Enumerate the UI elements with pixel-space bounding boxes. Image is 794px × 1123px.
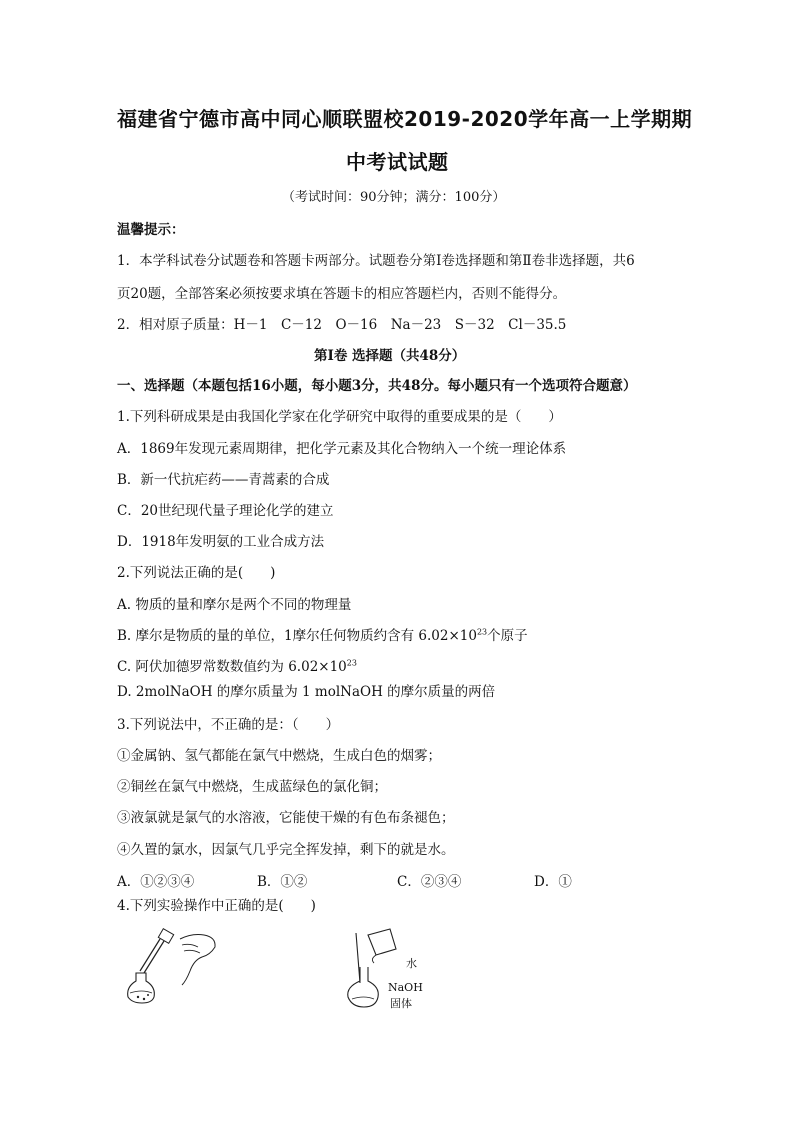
q3-statement-4: ④久置的氯水，因氯气几乎完全挥发掉，剩下的就是水。: [117, 842, 455, 858]
q3-option-b: B．①②: [257, 874, 308, 890]
q2-option-a: A. 物质的量和摩尔是两个不同的物理量: [117, 597, 352, 613]
q2-option-c-exponent: 23: [346, 658, 357, 668]
section-instructions: 一、选择题（本题包括16小题，每小题3分，共48分。每小题只有一个选项符合题意）: [117, 378, 637, 394]
tips-item1-line2: 页20题，全部答案必须按要求填在答题卡的相应答题栏内，否则不能得分。: [117, 286, 567, 302]
dropper-flask-figure: [120, 925, 220, 1005]
q2-option-b-text: B. 摩尔是物质的量的单位，1摩尔任何物质约含有 6.02×10: [117, 628, 477, 644]
q4-stem: 4.下列实验操作中正确的是( ): [117, 898, 316, 914]
q2-option-c: [117, 655, 357, 675]
figure-label-naoh: NaOH: [388, 981, 423, 994]
q3-statement-2: ②铜丝在氯气中燃烧，生成蓝绿色的氯化铜；: [117, 779, 387, 795]
q2-option-d: D. 2molNaOH 的摩尔质量为 1 molNaOH 的摩尔质量的两倍: [117, 684, 496, 700]
q3-stem: 3.下列说法中，不正确的是：（ ）: [117, 717, 340, 733]
page-title-line2: 中考试试题: [346, 150, 449, 174]
naoh-flask-figure: [340, 925, 423, 1010]
q1-stem: 1.下列科研成果是由我国化学家在化学研究中取得的重要成果的是（ ）: [117, 409, 562, 425]
q3-option-a: A．①②③④: [117, 874, 195, 890]
q3-option-c: C．②③④: [397, 874, 462, 890]
q1-option-a: A．1869年发现元素周期律，把化学元素及其化合物纳入一个统一理论体系: [117, 441, 567, 457]
q2-stem: 2.下列说法正确的是( ): [117, 565, 276, 581]
q1-option-b: B．新一代抗疟药——青蒿素的合成: [117, 472, 330, 488]
q2-option-b: [117, 624, 528, 644]
q1-option-d: D．1918年发明氨的工业合成方法: [117, 534, 325, 550]
q2-option-b-exponent: 23: [476, 627, 488, 637]
section-title: 第Ⅰ卷 选择题（共48分）: [314, 348, 466, 364]
q1-option-c: C．20世纪现代量子理论化学的建立: [117, 503, 334, 519]
figure-label-water: 水: [406, 957, 417, 970]
tips-heading: 温馨提示：: [117, 222, 185, 238]
figure-label-solid: 固体: [390, 997, 412, 1010]
exam-info: （考试时间：90分钟；满分：100分）: [282, 190, 506, 205]
tips-item1-line1: 1．本学科试卷分试题卷和答题卡两部分。试题卷分第Ⅰ卷选择题和第Ⅱ卷非选择题，共6: [117, 253, 635, 269]
page-title-line1: 福建省宁德市高中同心顺联盟校2019-2020学年高一上学期期: [117, 107, 693, 131]
q3-statement-3: ③液氯就是氯气的水溶液，它能使干燥的有色布条褪色；: [117, 810, 455, 826]
q2-option-c-text: C. 阿伏加德罗常数数值约为 6.02×10: [117, 659, 347, 675]
q3-statement-1: ①金属钠、氢气都能在氯气中燃烧，生成白色的烟雾；: [117, 748, 441, 764]
tips-item2: 2．相对原子质量：H－1 C－12 O－16 Na－23 S－32 Cl－35.5: [117, 317, 567, 333]
q2-option-b-suffix: 个原子: [487, 628, 528, 644]
q3-option-d: D．①: [534, 874, 572, 890]
